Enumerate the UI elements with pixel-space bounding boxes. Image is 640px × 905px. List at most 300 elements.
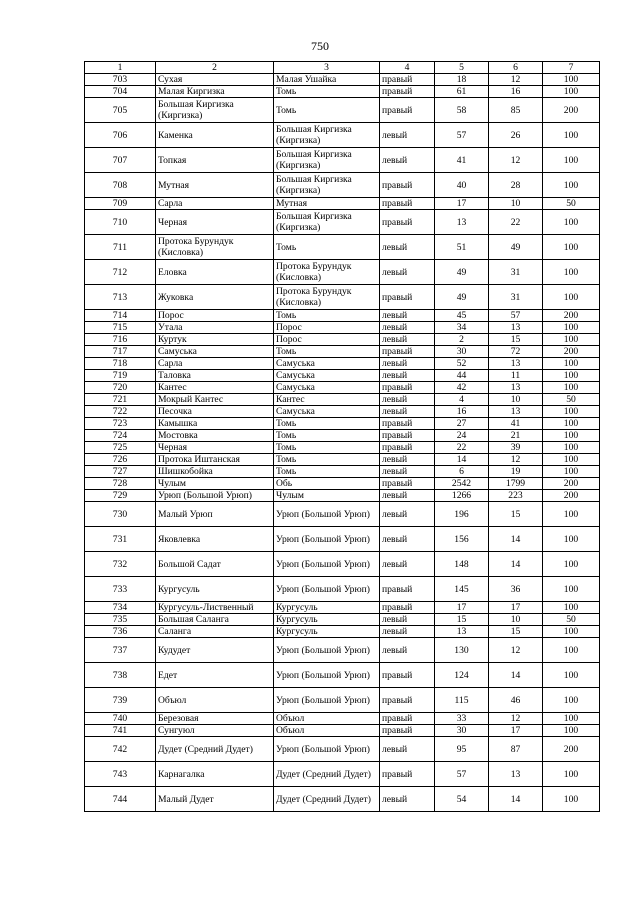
table-row — [85, 663, 600, 688]
value-col-6: 14 — [489, 527, 543, 552]
river-name: Саланга — [156, 626, 274, 638]
mouth-river: Протока Бурундук (Кисловка) — [274, 260, 380, 285]
value-col-5: 49 — [435, 285, 489, 310]
value-col-5: 6 — [435, 466, 489, 478]
value-col-6: 17 — [489, 725, 543, 737]
mouth-river: Объюл — [274, 725, 380, 737]
value-col-5: 17 — [435, 198, 489, 210]
river-name: Урюп (Большой Урюп) — [156, 490, 274, 502]
river-name: Сарла — [156, 358, 274, 370]
mouth-river: Чулым — [274, 490, 380, 502]
river-name: Яковлевка — [156, 527, 274, 552]
mouth-river: Порос — [274, 322, 380, 334]
row-number: 739 — [85, 688, 156, 713]
row-number: 735 — [85, 614, 156, 626]
header-col-3: 3 — [274, 62, 380, 74]
row-number: 708 — [85, 173, 156, 198]
row-number: 728 — [85, 478, 156, 490]
row-number: 723 — [85, 418, 156, 430]
value-col-6: 11 — [489, 370, 543, 382]
value-col-6: 14 — [489, 663, 543, 688]
bank-side: левый — [380, 502, 435, 527]
value-col-7: 100 — [543, 334, 600, 346]
mouth-river: Самуська — [274, 358, 380, 370]
bank-side: левый — [380, 454, 435, 466]
mouth-river: Самуська — [274, 382, 380, 394]
value-col-6: 57 — [489, 310, 543, 322]
bank-side: левый — [380, 737, 435, 762]
value-col-6: 87 — [489, 737, 543, 762]
mouth-river: Томь — [274, 98, 380, 123]
value-col-6: 85 — [489, 98, 543, 123]
bank-side: правый — [380, 577, 435, 602]
mouth-river: Самуська — [274, 370, 380, 382]
value-col-7: 100 — [543, 713, 600, 725]
mouth-river: Урюп (Большой Урюп) — [274, 527, 380, 552]
value-col-5: 130 — [435, 638, 489, 663]
value-col-5: 17 — [435, 602, 489, 614]
table-body — [85, 74, 600, 812]
table-row — [85, 173, 600, 198]
value-col-5: 15 — [435, 614, 489, 626]
bank-side: левый — [380, 466, 435, 478]
value-col-7: 100 — [543, 787, 600, 812]
value-col-6: 46 — [489, 688, 543, 713]
value-col-6: 13 — [489, 762, 543, 787]
value-col-7: 100 — [543, 406, 600, 418]
table-row — [85, 762, 600, 787]
value-col-6: 15 — [489, 334, 543, 346]
value-col-5: 41 — [435, 148, 489, 173]
row-number: 718 — [85, 358, 156, 370]
value-col-5: 57 — [435, 762, 489, 787]
bank-side: правый — [380, 430, 435, 442]
river-name: Малый Дудет — [156, 787, 274, 812]
value-col-5: 54 — [435, 787, 489, 812]
bank-side: левый — [380, 614, 435, 626]
mouth-river: Порос — [274, 334, 380, 346]
value-col-5: 124 — [435, 663, 489, 688]
river-name: Сунгуюл — [156, 725, 274, 737]
header-row — [85, 62, 600, 74]
row-number: 726 — [85, 454, 156, 466]
bank-side: правый — [380, 478, 435, 490]
header-col-1: 1 — [85, 62, 156, 74]
mouth-river: Малая Ушайка — [274, 74, 380, 86]
mouth-river: Большая Киргизка (Киргизка) — [274, 210, 380, 235]
bank-side: правый — [380, 382, 435, 394]
value-col-7: 200 — [543, 490, 600, 502]
value-col-5: 57 — [435, 123, 489, 148]
bank-side: правый — [380, 725, 435, 737]
row-number: 730 — [85, 502, 156, 527]
bank-side: левый — [380, 638, 435, 663]
river-name: Таловка — [156, 370, 274, 382]
value-col-6: 31 — [489, 285, 543, 310]
value-col-6: 12 — [489, 148, 543, 173]
mouth-river: Томь — [274, 310, 380, 322]
value-col-5: 1266 — [435, 490, 489, 502]
bank-side: левый — [380, 123, 435, 148]
value-col-6: 36 — [489, 577, 543, 602]
table-row — [85, 322, 600, 334]
value-col-6: 10 — [489, 198, 543, 210]
value-col-7: 100 — [543, 430, 600, 442]
table-row — [85, 358, 600, 370]
value-col-5: 52 — [435, 358, 489, 370]
value-col-5: 22 — [435, 442, 489, 454]
value-col-5: 145 — [435, 577, 489, 602]
river-name: Малая Киргизка — [156, 86, 274, 98]
table-row — [85, 688, 600, 713]
value-col-7: 100 — [543, 552, 600, 577]
mouth-river: Большая Киргизка (Киргизка) — [274, 173, 380, 198]
value-col-7: 100 — [543, 762, 600, 787]
row-number: 706 — [85, 123, 156, 148]
river-name: Песочка — [156, 406, 274, 418]
mouth-river: Мутная — [274, 198, 380, 210]
table-row — [85, 123, 600, 148]
bank-side: левый — [380, 394, 435, 406]
value-col-6: 14 — [489, 552, 543, 577]
bank-side: левый — [380, 148, 435, 173]
header-col-7: 7 — [543, 62, 600, 74]
mouth-river: Кургусуль — [274, 602, 380, 614]
value-col-5: 4 — [435, 394, 489, 406]
value-col-6: 72 — [489, 346, 543, 358]
river-name: Протока Бурундук (Кисловка) — [156, 235, 274, 260]
value-col-6: 21 — [489, 430, 543, 442]
river-name: Порос — [156, 310, 274, 322]
value-col-5: 196 — [435, 502, 489, 527]
row-number: 733 — [85, 577, 156, 602]
table-row — [85, 98, 600, 123]
table-row — [85, 713, 600, 725]
row-number: 703 — [85, 74, 156, 86]
row-number: 713 — [85, 285, 156, 310]
value-col-7: 100 — [543, 173, 600, 198]
value-col-6: 15 — [489, 626, 543, 638]
value-col-5: 115 — [435, 688, 489, 713]
row-number: 742 — [85, 737, 156, 762]
mouth-river: Томь — [274, 442, 380, 454]
river-name: Мокрый Кантес — [156, 394, 274, 406]
value-col-7: 100 — [543, 626, 600, 638]
bank-side: правый — [380, 442, 435, 454]
value-col-6: 10 — [489, 394, 543, 406]
value-col-5: 14 — [435, 454, 489, 466]
value-col-6: 26 — [489, 123, 543, 148]
value-col-7: 200 — [543, 98, 600, 123]
mouth-river: Кургусуль — [274, 626, 380, 638]
river-name: Кантес — [156, 382, 274, 394]
table-row — [85, 346, 600, 358]
bank-side: правый — [380, 663, 435, 688]
table-row — [85, 787, 600, 812]
value-col-6: 22 — [489, 210, 543, 235]
mouth-river: Протока Бурундук (Кисловка) — [274, 285, 380, 310]
value-col-5: 30 — [435, 346, 489, 358]
value-col-7: 100 — [543, 527, 600, 552]
river-name: Большая Киргизка (Киргизка) — [156, 98, 274, 123]
bank-side: левый — [380, 358, 435, 370]
value-col-7: 50 — [543, 614, 600, 626]
river-name: Черная — [156, 442, 274, 454]
river-name: Мостовка — [156, 430, 274, 442]
river-name: Малый Урюп — [156, 502, 274, 527]
row-number: 711 — [85, 235, 156, 260]
table-row — [85, 725, 600, 737]
river-name: Кургусуль-Лиственный — [156, 602, 274, 614]
value-col-7: 200 — [543, 346, 600, 358]
bank-side: правый — [380, 285, 435, 310]
value-col-7: 100 — [543, 74, 600, 86]
bank-side: левый — [380, 322, 435, 334]
mouth-river: Томь — [274, 418, 380, 430]
river-name: Дудет (Средний Дудет) — [156, 737, 274, 762]
value-col-7: 100 — [543, 370, 600, 382]
mouth-river: Томь — [274, 235, 380, 260]
mouth-river: Урюп (Большой Урюп) — [274, 688, 380, 713]
value-col-6: 14 — [489, 787, 543, 812]
table-row — [85, 86, 600, 98]
value-col-7: 100 — [543, 502, 600, 527]
row-number: 744 — [85, 787, 156, 812]
header-col-2: 2 — [156, 62, 274, 74]
river-name: Шишкобойка — [156, 466, 274, 478]
value-col-7: 100 — [543, 688, 600, 713]
row-number: 729 — [85, 490, 156, 502]
value-col-7: 100 — [543, 454, 600, 466]
river-name: Утала — [156, 322, 274, 334]
table-row — [85, 602, 600, 614]
value-col-6: 12 — [489, 74, 543, 86]
river-name: Куртук — [156, 334, 274, 346]
table-row — [85, 442, 600, 454]
mouth-river: Объюл — [274, 713, 380, 725]
value-col-6: 15 — [489, 502, 543, 527]
table-row — [85, 394, 600, 406]
river-name: Едет — [156, 663, 274, 688]
value-col-6: 1799 — [489, 478, 543, 490]
table-row — [85, 382, 600, 394]
table-row — [85, 478, 600, 490]
value-col-7: 100 — [543, 235, 600, 260]
mouth-river: Урюп (Большой Урюп) — [274, 663, 380, 688]
value-col-6: 19 — [489, 466, 543, 478]
row-number: 720 — [85, 382, 156, 394]
river-name: Березовая — [156, 713, 274, 725]
river-name: Черная — [156, 210, 274, 235]
bank-side: левый — [380, 310, 435, 322]
river-name: Топкая — [156, 148, 274, 173]
value-col-7: 100 — [543, 663, 600, 688]
table-row — [85, 552, 600, 577]
value-col-7: 100 — [543, 418, 600, 430]
value-col-6: 12 — [489, 638, 543, 663]
mouth-river: Большая Киргизка (Киргизка) — [274, 123, 380, 148]
value-col-5: 51 — [435, 235, 489, 260]
value-col-7: 200 — [543, 310, 600, 322]
value-col-5: 34 — [435, 322, 489, 334]
row-number: 716 — [85, 334, 156, 346]
table-row — [85, 406, 600, 418]
value-col-7: 50 — [543, 198, 600, 210]
value-col-5: 30 — [435, 725, 489, 737]
mouth-river: Урюп (Большой Урюп) — [274, 502, 380, 527]
value-col-7: 100 — [543, 148, 600, 173]
mouth-river: Томь — [274, 86, 380, 98]
table-row — [85, 502, 600, 527]
value-col-7: 50 — [543, 394, 600, 406]
value-col-7: 100 — [543, 466, 600, 478]
page-number: 750 — [311, 39, 329, 53]
header-col-4: 4 — [380, 62, 435, 74]
value-col-5: 2 — [435, 334, 489, 346]
table-row — [85, 418, 600, 430]
value-col-6: 13 — [489, 382, 543, 394]
river-name: Самуська — [156, 346, 274, 358]
mouth-river: Томь — [274, 454, 380, 466]
value-col-6: 13 — [489, 358, 543, 370]
bank-side: правый — [380, 198, 435, 210]
value-col-5: 45 — [435, 310, 489, 322]
table-row — [85, 577, 600, 602]
row-number: 721 — [85, 394, 156, 406]
bank-side: правый — [380, 210, 435, 235]
bank-side: правый — [380, 346, 435, 358]
row-number: 704 — [85, 86, 156, 98]
table-row — [85, 737, 600, 762]
row-number: 715 — [85, 322, 156, 334]
table-row — [85, 430, 600, 442]
value-col-5: 27 — [435, 418, 489, 430]
row-number: 737 — [85, 638, 156, 663]
river-name: Сарла — [156, 198, 274, 210]
river-name: Жуковка — [156, 285, 274, 310]
table-row — [85, 490, 600, 502]
bank-side: левый — [380, 787, 435, 812]
row-number: 734 — [85, 602, 156, 614]
table-row — [85, 370, 600, 382]
rivers-table — [84, 61, 600, 812]
row-number: 732 — [85, 552, 156, 577]
row-number: 717 — [85, 346, 156, 358]
bank-side: левый — [380, 260, 435, 285]
river-name: Каменка — [156, 123, 274, 148]
mouth-river: Кургусуль — [274, 614, 380, 626]
row-number: 736 — [85, 626, 156, 638]
row-number: 725 — [85, 442, 156, 454]
bank-side: левый — [380, 406, 435, 418]
value-col-7: 100 — [543, 123, 600, 148]
value-col-6: 41 — [489, 418, 543, 430]
value-col-7: 100 — [543, 725, 600, 737]
value-col-7: 200 — [543, 478, 600, 490]
bank-side: правый — [380, 173, 435, 198]
header-col-5: 5 — [435, 62, 489, 74]
table-row — [85, 210, 600, 235]
row-number: 731 — [85, 527, 156, 552]
row-number: 738 — [85, 663, 156, 688]
table-row — [85, 454, 600, 466]
value-col-5: 148 — [435, 552, 489, 577]
bank-side: левый — [380, 552, 435, 577]
river-name: Большая Саланга — [156, 614, 274, 626]
value-col-6: 12 — [489, 454, 543, 466]
bank-side: правый — [380, 602, 435, 614]
table-row — [85, 285, 600, 310]
row-number: 724 — [85, 430, 156, 442]
value-col-6: 49 — [489, 235, 543, 260]
table-row — [85, 148, 600, 173]
value-col-5: 44 — [435, 370, 489, 382]
value-col-6: 17 — [489, 602, 543, 614]
value-col-7: 100 — [543, 602, 600, 614]
value-col-7: 200 — [543, 737, 600, 762]
header-col-6: 6 — [489, 62, 543, 74]
row-number: 722 — [85, 406, 156, 418]
value-col-5: 49 — [435, 260, 489, 285]
river-name: Большой Садат — [156, 552, 274, 577]
value-col-5: 156 — [435, 527, 489, 552]
table-row — [85, 198, 600, 210]
river-name: Кудудет — [156, 638, 274, 663]
value-col-6: 223 — [489, 490, 543, 502]
bank-side: левый — [380, 527, 435, 552]
table-row — [85, 614, 600, 626]
value-col-5: 16 — [435, 406, 489, 418]
value-col-6: 10 — [489, 614, 543, 626]
value-col-5: 24 — [435, 430, 489, 442]
row-number: 727 — [85, 466, 156, 478]
value-col-5: 61 — [435, 86, 489, 98]
value-col-7: 100 — [543, 285, 600, 310]
value-col-5: 2542 — [435, 478, 489, 490]
river-name: Объюл — [156, 688, 274, 713]
river-name: Мутная — [156, 173, 274, 198]
value-col-7: 100 — [543, 577, 600, 602]
river-name: Камышка — [156, 418, 274, 430]
bank-side: правый — [380, 713, 435, 725]
bank-side: левый — [380, 490, 435, 502]
value-col-7: 100 — [543, 210, 600, 235]
row-number: 709 — [85, 198, 156, 210]
bank-side: левый — [380, 235, 435, 260]
value-col-6: 28 — [489, 173, 543, 198]
row-number: 710 — [85, 210, 156, 235]
mouth-river: Дудет (Средний Дудет) — [274, 762, 380, 787]
row-number: 740 — [85, 713, 156, 725]
value-col-6: 39 — [489, 442, 543, 454]
river-name: Чулым — [156, 478, 274, 490]
value-col-7: 100 — [543, 322, 600, 334]
row-number: 741 — [85, 725, 156, 737]
bank-side: правый — [380, 98, 435, 123]
table-row — [85, 626, 600, 638]
value-col-5: 42 — [435, 382, 489, 394]
row-number: 743 — [85, 762, 156, 787]
value-col-7: 100 — [543, 638, 600, 663]
value-col-5: 95 — [435, 737, 489, 762]
table-row — [85, 527, 600, 552]
river-name: Сухая — [156, 74, 274, 86]
value-col-5: 33 — [435, 713, 489, 725]
value-col-5: 58 — [435, 98, 489, 123]
mouth-river: Кантес — [274, 394, 380, 406]
mouth-river: Урюп (Большой Урюп) — [274, 552, 380, 577]
river-name: Протока Иштанская — [156, 454, 274, 466]
